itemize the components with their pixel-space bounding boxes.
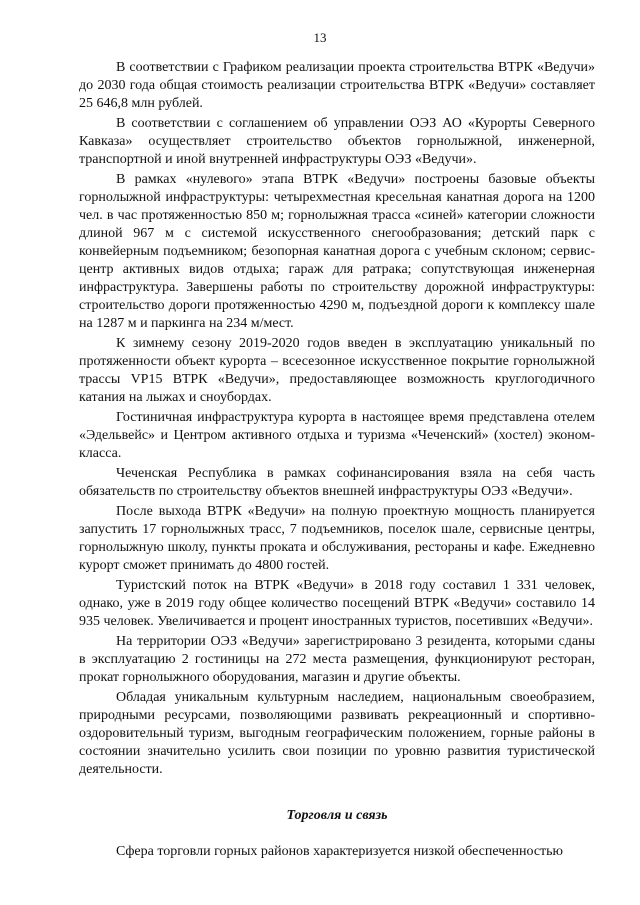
paragraph-10: Обладая уникальным культурным наследием, национальным своеобразием, природными ресурсами, позволяющими развивать рекреационный и спортивно-оздоровительный туризм, выгодным географическим положением, горные районы в состоянии значительно усилить свои позиции по уровню развития туристической деятельности. — [79, 690, 595, 777]
paragraph-2: В соответствии с соглашением об управлении ОЭЗ АО «Курорты Северного Кавказа» осуществляет строительство объектов горнолыжной, инженерной, транспортной и иной внутренней инфраструктуры ОЭЗ «Ведучи». — [79, 116, 595, 167]
page-number: 13 — [313, 30, 327, 45]
paragraph-1: В соответствии с Графиком реализации проекта строительства ВТРК «Ведучи» до 2030 года общая стоимость реализации строительства ВТРК «Ведучи» составляет 25 646,8 млн рублей. — [79, 60, 595, 111]
paragraph-5: Гостиничная инфраструктура курорта в настоящее время представлена отелем «Эдельвейс» и Центром активного отдыха и туризма «Чеченский» (хостел) эконом-класса. — [79, 410, 595, 461]
closing-paragraph: Сфера торговли горных районов характеризуется низкой обеспеченностью — [116, 844, 563, 859]
document-body — [79, 59, 595, 863]
paragraph-8: Туристский поток на ВТРК «Ведучи» в 2018 году составил 1 331 человек, однако, уже в 2019 году общее количество посещений ВТРК «Ведучи» составило 14 935 человек. Увеличивается и процент иностранных туристов, посетивших «Ведучи». — [79, 578, 595, 629]
paragraph-9: На территории ОЭЗ «Ведучи» зарегистрировано 3 резидента, которыми сданы в эксплуатацию 2 гостиницы на 272 места размещения, функционируют ресторан, прокат горнолыжного оборудования, магазин и другие объекты. — [79, 634, 595, 685]
paragraph-4: К зимнему сезону 2019-2020 годов введен в эксплуатацию уникальный по протяженности объект курорта – всесезонное искусственное покрытие горнолыжной трассы VP15 ВТРК «Ведучи», предоставляющее возможность круглогодичного катания на лыжах и сноубордах. — [79, 336, 595, 405]
paragraph-7: После выхода ВТРК «Ведучи» на полную проектную мощность планируется запустить 17 горнолыжных трасс, 7 подъемников, поселок шале, сервисные центры, горнолыжную школу, пункты проката и обслуживания, рестораны и кафе. Ежедневно курорт сможет принимать до 4800 гостей. — [79, 504, 595, 573]
paragraph-3: В рамках «нулевого» этапа ВТРК «Ведучи» построены базовые объекты горнолыжной инфраструктуры: четырехместная кресельная канатная дорога на 1200 чел. в час протяженностью 850 м; горнолыжная трасса «синей» категории сложности длиной 967 м с системой искусственного снегообразования; детский парк с конвейерным подъемником; безопорная канатная дорога с учебным склоном; сервис-центр активных видов отдыха; гараж для ратрака; сопутствующая инженерная инфраструктура. Завершены работы по строительству дорожной инфраструктуры: строительство дороги протяженностью 4290 м, подъездной дороги к комплексу шале на 1287 м и паркинга на 234 м/мест. — [79, 172, 595, 331]
section-heading: Торговля и связь — [286, 808, 388, 823]
paragraph-6: Чеченская Республика в рамках софинансирования взяла на себя часть обязательств по строительству объектов внешней инфраструктуры ОЭЗ «Ведучи». — [79, 466, 595, 499]
